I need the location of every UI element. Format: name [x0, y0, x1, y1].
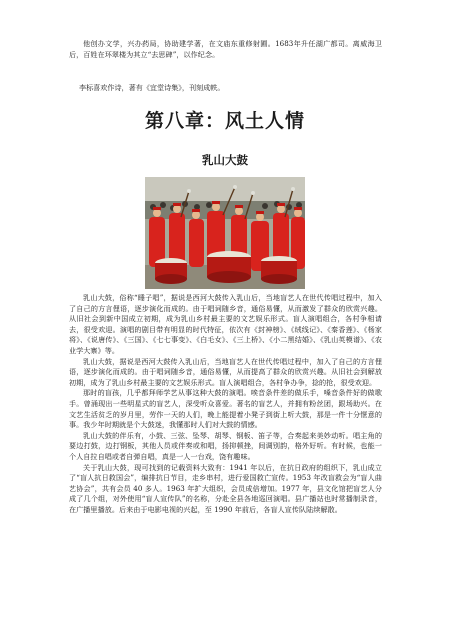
- body-paragraph-2: 乳山大鼓，据说是西河大鼓传入乳山后，当地盲艺人在世代传唱过程中，加入了自己的方言俚语，逐步演化而成的。由于唱词随乡音，通俗易懂，从而提高了群众的欣赏兴趣。从旧社会到解放初期，成为了乳山乡村最主要的文艺娱乐形式。盲人演唱组合，各村争办争，捻的抢，很受欢迎。: [69, 356, 382, 387]
- intro-paragraph-1: 他创办文学，兴办药局，协助建学著，在文庙东重修射圃。1683年升任湖广都司。离威海卫后，百姓在环翠楼为其立“去思碑”，以作纪念。: [69, 39, 382, 59]
- body-paragraph-5: 关于乳山大鼓，现可找到的记载资料大致有：1941 年以后，在抗日政府的组织下，乳山成立了“盲人抗日救国会”，编排抗日节目，走乡串村，进行爱国救亡宣传。1953 年改盲救会为“盲人曲艺协会”，共有会员 40 多人。1963 年扩大组织，会员成倍增加。1977 年，县文化馆把盲艺人分成了几个组，对外使用“盲人宣传队”的名称，分赴全县各地巡回演唱。县广播站也时常播制录音，在广播里播放。后来由于电影电视的兴起，至 1990 年前后，各盲人宣传队陆续解散。: [69, 462, 382, 514]
- drum-performance-photo: [145, 177, 305, 289]
- article-body: [69, 293, 382, 515]
- body-paragraph-1: 乳山大鼓，俗称“睡子唱”，据说是西河大鼓传入乳山后，当地盲艺人在世代传唱过程中，加入了自己的方言俚语，逐步演化而成的。由于唱词随乡音，通俗易懂，从而激发了群众的欣赏兴趣。从旧社会到新中国成立初期，成为乳山乡村最主要的文艺娱乐形式。盲人演唱组合，各村争相请去，很受欢迎。演唱的剧目带有明显的时代特征，依次有《封神榜》、《绒线记》、《秦香莲》、《杨家将》、《说唐传》、《三国》、《七七事变》、《白毛女》、《三上桥》、《小二黑结婚》、《乳山英模谱》、《农业学大寨》等。: [69, 293, 382, 355]
- body-paragraph-4: 乳山大鼓的伴乐有，小鼓、三弦、坠琴、胡琴、钢板、笛子等，合奏起来美妙动听。唱主角的要边打鼓，边打钢板，其他人员或伴奏或和唱，扬抑顿挫，间调别韵，格外好听。有时候，也能一个人自拉自唱或者自弹自唱，真是一人一台戏，饶有趣味。: [69, 430, 382, 461]
- section-title: 乳山大鼓: [202, 153, 248, 167]
- body-paragraph-3: 那时的盲孩，几乎都拜师学艺从事这种大鼓的演唱。唉音条件差的做乐手，嗓音条件好的做歌手。曾涌现出一些明星式的盲艺人，深受听众喜爱。著名的盲艺人，并拥有粉丝团，跟场助兴。在文艺生活贫乏的岁月里，劳作一天的人们，晚上能提着小凳子到街上听大鼓，那是一件十分惬意的事。我少年时期就是个大鼓迷，我懂那时人们对大鼓的情感。: [69, 388, 382, 430]
- chapter-title: 第八章：风土人情: [144, 110, 305, 132]
- intro-paragraph-2: 李标喜欢作诗，著有《宜堂诗集》，刊刻成帙。: [79, 83, 225, 92]
